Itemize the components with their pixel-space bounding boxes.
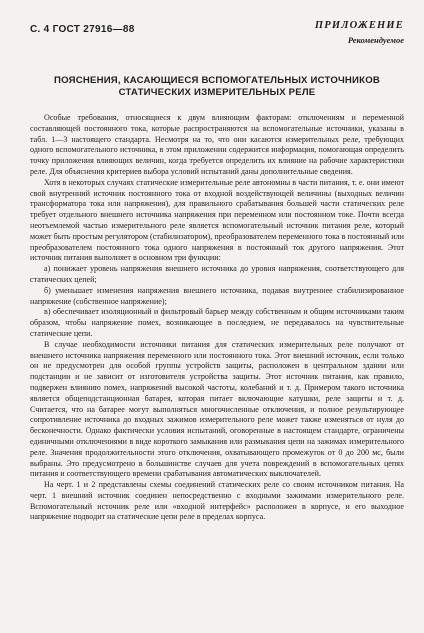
page-header [30, 20, 404, 45]
paragraph: На черт. 1 и 2 представлены схемы соединений статических реле со своим источником питания. На черт. 1 внешний источник соединен непосредственно с входными зажимами измерительного реле. Вспомогательный источник реле или «входной интерфейс» расположен в корпусе, и его выходное напряжение подводит на статические цепи реле в пределах корпуса. [30, 480, 404, 522]
appendix-title: ПРИЛОЖЕНИЕ [314, 20, 404, 31]
paragraph: Хотя в некоторых случаях статические измерительные реле автономны в части питания, т. е. они имеют свой внутренний источник постоянного тока от входной воздействующей величины (выходных величин трансформатора тока или напряжения), для правильного срабатывания большей части статических реле требует отдельного внешнего источника напряжения при переменном или постоянном токе. Почти всегда неотъемлемой частью измерительного реле является вспомогательный источник питания реле, который может быть простым регулятором (стабилизатором), преобразователем переменного тока в постоянный или преобразователем постоянного тока одного напряжения в постоянный ток другого напряжения. Этот источник питания выполняет в основном три функции: [30, 177, 404, 263]
appendix-subtitle: Рекомендуемое [347, 35, 404, 45]
section-title [30, 75, 404, 99]
paragraph: Особые требования, относящиеся к двум влияющим факторам: отключениям и переменной составляющей постоянного тока, которые распространяются на вспомогательные источники, указаны в табл. 1—3 настоящего стандарта. Несмотря на то, что они касаются измерительных реле, требующих одного вспомогательного источника, в этом приложении содержится информация, помогающая определить точку приложения влияющих величин, когда требуется определить их влияние на рабочие характеристики реле. Для объяснения критериев выбора условий испытаний даны дополнительные сведения. [30, 113, 404, 176]
list-item: б) уменьшает изменения напряжения внешнего источника, подавая внутреннее стабилизированное напряжение (собственное напряжение); [30, 285, 404, 306]
list-item: а) понижает уровень напряжения внешнего источника до уровня напряжения, соответствующего для статических цепей; [30, 264, 404, 284]
paragraph: В случае необходимости источники питания для статических измерительных реле получают от внешнего источника напряжения переменного или постоянного тока. Этот внешний источник, если только он не предусмотрен для особой группы устройств защиты, расположен в центральном здании или подстанции и не зависит от изготовителя устройства защиты. Этот источник питания, как правило, подвержен влиянию помех, напряжений высокой частоты, колебаний и т. д. Примером такого источника является общеподстанционная батарея, которая питает включающие катушки, реле защиты и т. д. Считается, что на батарее могут выполняться многочисленные отключения, и полное результирующее сопротивление источника до входных зажимов измерительного реле может также изменяться от нуля до бесконечности. Однако фактически условия испытаний, оговоренные в настоящем стандарте, ограничены единичными отключениями в виде короткого замыкания или размыкания цепи на зажимах измерительного реле. Значения продолжительности этого отключения, охватывающего промежуток от 0 до 200 мс, были выбраны. Это предусмотрено в большинстве случаев для учета повреждений в вспомогательных цепях питания и соответствующего времени срабатывания автоматических выключателей. [30, 339, 404, 479]
list-item: в) обеспечивает изоляционный и фильтровый барьер между собственным и общим источниками таким образом, чтобы напряжение помех, возникающее в последнем, не передавалось на чувствительные статические цепи. [30, 307, 404, 338]
appendix-block [315, 20, 404, 45]
body-text [30, 113, 404, 523]
page-reference: С. 4 ГОСТ 27916—88 [30, 24, 135, 35]
section-title-line-2: СТАТИЧЕСКИХ ИЗМЕРИТЕЛЬНЫХ РЕЛЕ [118, 87, 316, 98]
section-title-line-1: ПОЯСНЕНИЯ, КАСАЮЩИЕСЯ ВСПОМОГАТЕЛЬНЫХ ИСТОЧНИКОВ [54, 75, 380, 86]
